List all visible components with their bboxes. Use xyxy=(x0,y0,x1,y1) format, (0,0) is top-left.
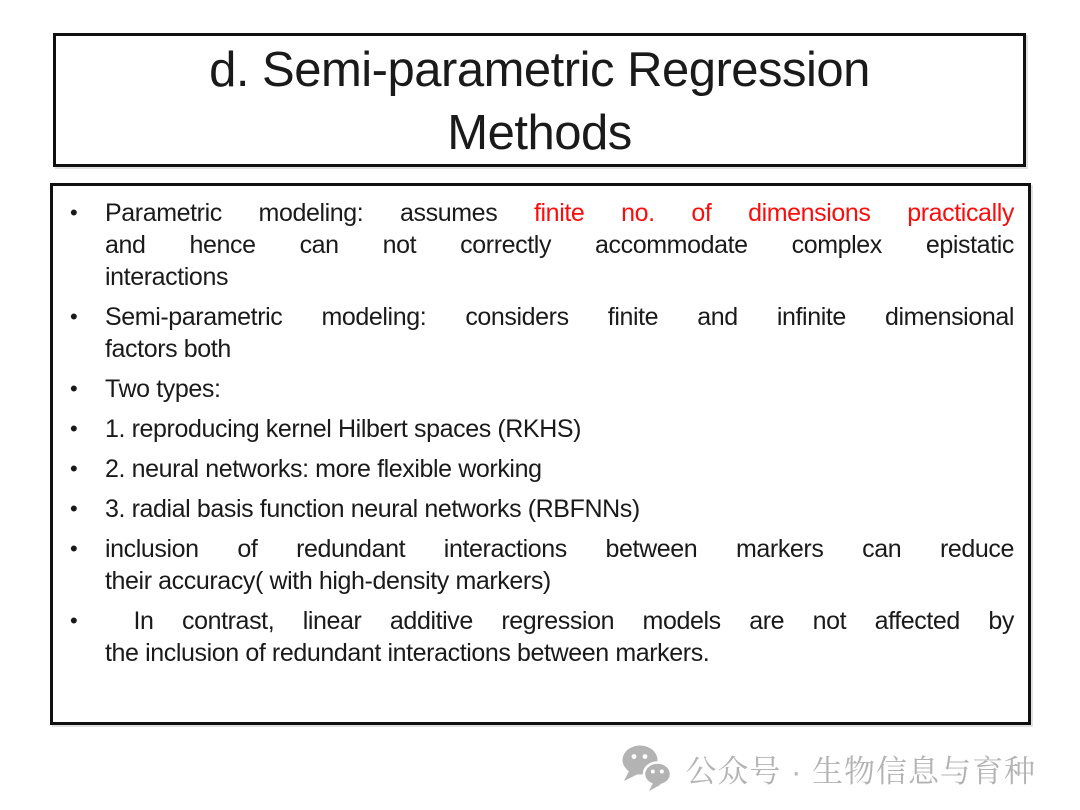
bullet-text xyxy=(105,605,1014,669)
bullet-marker: • xyxy=(70,376,78,401)
watermark xyxy=(621,742,1036,794)
bullet-text xyxy=(105,493,1014,525)
bullet-marker: • xyxy=(70,456,78,481)
bullet-line xyxy=(105,333,1014,365)
text-segment: 1. reproducing kernel Hilbert spaces (RKHS) xyxy=(105,415,582,443)
wechat-icon xyxy=(621,744,673,792)
bullet-text xyxy=(105,413,1014,445)
bullet-line xyxy=(105,301,1014,333)
bullet-line xyxy=(105,493,1014,525)
bullet-marker: • xyxy=(70,304,78,329)
bullet-item xyxy=(67,533,1014,597)
bullet-line xyxy=(105,533,1014,565)
bullet-line xyxy=(105,453,1014,485)
text-segment: 2. neural networks: more flexible working xyxy=(105,455,542,483)
text-segment: inclusion of redundant interactions between markers can reduce xyxy=(105,535,1014,563)
bullet-marker: • xyxy=(70,200,78,225)
text-segment: 3. radial basis function neural networks (RBFNNs) xyxy=(105,495,640,523)
bullet-text xyxy=(105,373,1014,405)
bullet-line xyxy=(105,565,1014,597)
bullet-item xyxy=(67,197,1014,293)
bullet-list xyxy=(67,197,1014,669)
bullet-item xyxy=(67,413,1014,445)
bullet-line xyxy=(105,373,1014,405)
bullet-item xyxy=(67,605,1014,669)
slide-title-line-1: d. Semi-parametric Regression xyxy=(209,43,870,97)
bullet-marker: • xyxy=(70,416,78,441)
text-segment: Parametric modeling: assumes xyxy=(105,199,534,227)
watermark-text: 公众号 · 生物信息与育种 xyxy=(685,753,1036,789)
bullet-line xyxy=(105,197,1014,229)
bullet-text xyxy=(105,533,1014,597)
text-segment: Two types: xyxy=(105,375,221,403)
bullet-text xyxy=(105,197,1014,293)
content-box xyxy=(50,183,1031,725)
bullet-line xyxy=(105,229,1014,261)
text-segment: and hence can not correctly accommodate complex epistatic xyxy=(105,231,1014,259)
bullet-marker: • xyxy=(70,496,78,521)
bullet-line xyxy=(105,413,1014,445)
bullet-text xyxy=(105,301,1014,365)
bullet-item xyxy=(67,453,1014,485)
bullet-text xyxy=(105,453,1014,485)
text-segment: their accuracy( with high-density markers) xyxy=(105,567,551,595)
bullet-item xyxy=(67,493,1014,525)
bullet-item xyxy=(67,301,1014,365)
text-segment: In contrast, linear additive regression models are not affected by xyxy=(105,607,1014,635)
bullet-marker: • xyxy=(70,536,78,561)
text-segment: Semi-parametric modeling: considers finite and infinite dimensional xyxy=(105,303,1014,331)
bullet-item xyxy=(67,373,1014,405)
bullet-line xyxy=(105,637,1014,669)
text-segment: factors both xyxy=(105,335,231,363)
slide-title-box xyxy=(53,33,1026,167)
red-highlight-text: finite no. of dimensions practically xyxy=(533,199,1014,227)
bullet-marker: • xyxy=(70,608,78,633)
text-segment: the inclusion of redundant interactions between markers. xyxy=(105,639,710,667)
bullet-line xyxy=(105,605,1014,637)
bullet-line xyxy=(105,261,1014,293)
text-segment: interactions xyxy=(105,263,229,291)
slide-title-line-2: Methods xyxy=(447,106,632,160)
